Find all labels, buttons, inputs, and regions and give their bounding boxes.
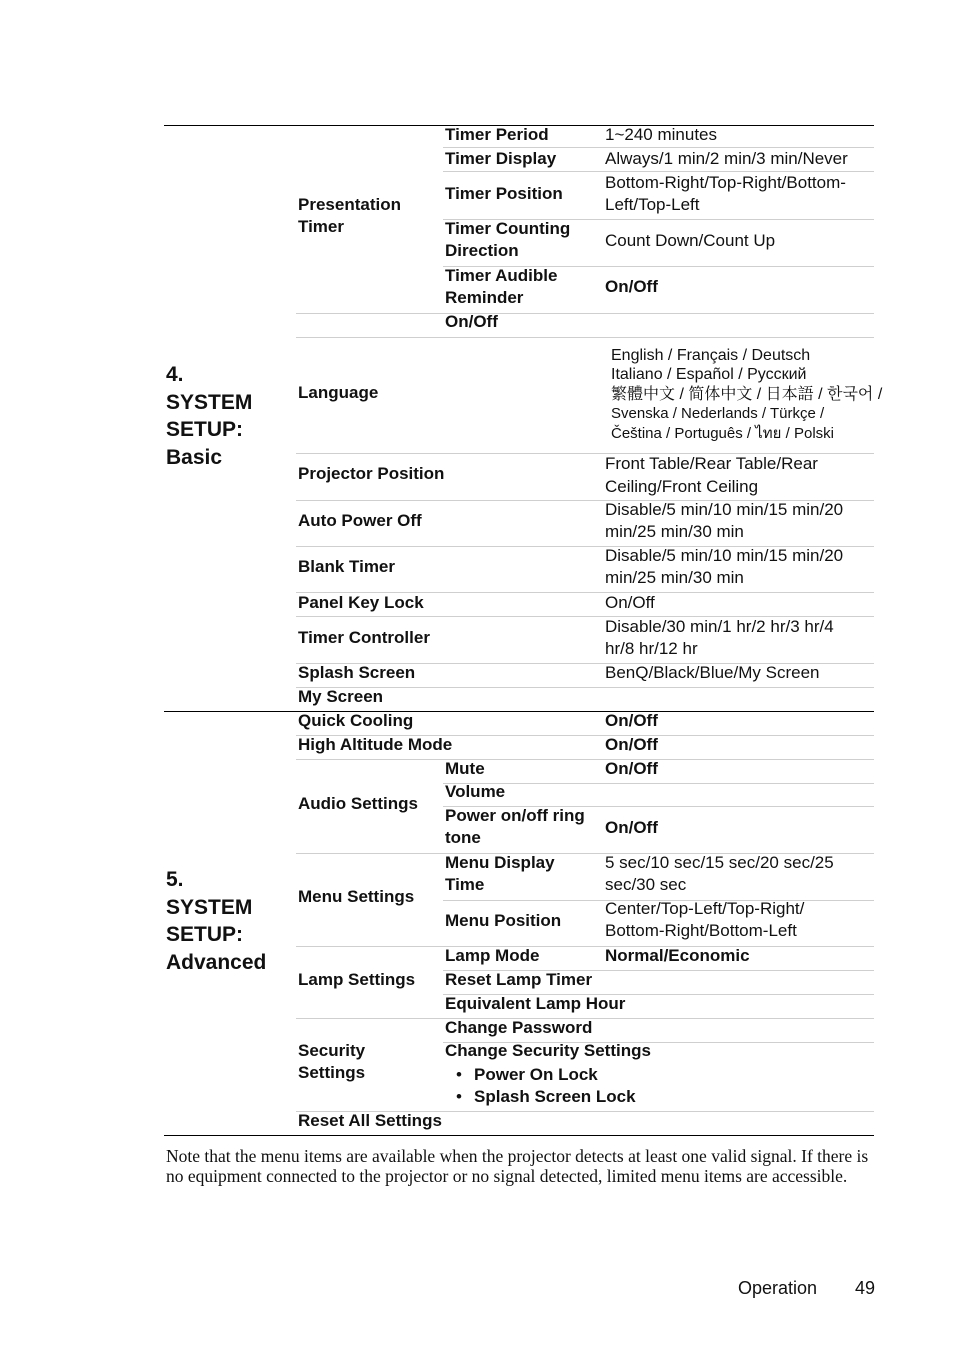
menu-position-value: Center/Top-Left/Top-Right/ Bottom-Right/Bottom-Left [605, 899, 805, 940]
projector-position-label: Projector Position [298, 464, 445, 483]
power-ring-tone-value: On/Off [605, 818, 658, 837]
projector-position-value: Front Table/Rear Table/Rear Ceiling/Front Ceiling [605, 454, 818, 496]
power-ring-tone-label: Power on/off ring tone [445, 806, 585, 847]
mute-value: On/Off [605, 759, 658, 778]
row-separator [296, 313, 874, 314]
timer-display-label: Timer Display [445, 149, 557, 168]
timer-audible-reminder-label: Timer Audible Reminder [445, 266, 558, 307]
timer-position-label: Timer Position [445, 184, 563, 203]
high-altitude-mode-value: On/Off [605, 735, 658, 754]
row-separator [443, 783, 874, 784]
section-heading-basic [166, 361, 252, 471]
lamp-mode-value: Normal/Economic [605, 946, 750, 965]
high-altitude-mode-label: High Altitude Mode [298, 735, 453, 754]
language-label: Language [298, 383, 379, 402]
lamp-settings-label: Lamp Settings [298, 970, 416, 989]
timer-controller-label: Timer Controller [298, 628, 430, 647]
power-on-lock-label: Power On Lock [474, 1065, 598, 1084]
bullet-icon: • [456, 1065, 462, 1084]
splash-screen-lock-label: Splash Screen Lock [474, 1087, 636, 1106]
reset-all-settings-label: Reset All Settings [298, 1111, 442, 1130]
section-divider-rule [164, 711, 874, 712]
timer-period-value: 1~240 minutes [605, 125, 717, 144]
section-line: Basic [166, 445, 223, 469]
row-separator [296, 946, 874, 947]
blank-timer-value: Disable/5 min/10 min/15 min/20 min/25 min/30 min [605, 546, 844, 587]
timer-position-value: Bottom-Right/Top-Right/Bottom- Left/Top-Left [605, 173, 846, 214]
mute-label: Mute [445, 759, 485, 778]
my-screen-label: My Screen [298, 687, 384, 706]
presentation-timer-label: Presentation Timer [298, 195, 401, 236]
timer-audible-reminder-value: On/Off [605, 277, 658, 296]
blank-timer-label: Blank Timer [298, 557, 396, 576]
section-line: SYSTEM [166, 390, 253, 414]
lamp-mode-label: Lamp Mode [445, 946, 540, 965]
reset-lamp-timer-label: Reset Lamp Timer [445, 970, 593, 989]
change-password-label: Change Password [445, 1018, 593, 1037]
timer-display-value: Always/1 min/2 min/3 min/Never [605, 149, 848, 168]
change-security-settings-label: Change Security Settings [445, 1041, 651, 1060]
auto-power-off-label: Auto Power Off [298, 511, 422, 530]
splash-screen-value: BenQ/Black/Blue/My Screen [605, 663, 820, 682]
timer-counting-direction-value: Count Down/Count Up [605, 231, 776, 250]
quick-cooling-value: On/Off [605, 711, 658, 730]
menu-settings-label: Menu Settings [298, 887, 415, 906]
section-line: SYSTEM [166, 895, 253, 919]
audio-settings-label: Audio Settings [298, 794, 418, 813]
table-bottom-rule [164, 1135, 874, 1136]
language-options: English / Français / Deutsch Italiano / Español / Русский 繁體中文 / 简体中文 / 日本語 / 한국어 / Svenska / Nederlands / Türkçe / Čeština / Português / ไทย / Polski [611, 347, 883, 442]
timer-counting-direction-label: Timer Counting Direction [445, 219, 571, 260]
row-separator [296, 337, 874, 338]
presentation-timer-onoff: On/Off [445, 312, 498, 331]
menu-display-time-value: 5 sec/10 sec/15 sec/20 sec/25 sec/30 sec [605, 853, 834, 894]
section-number: 4. [166, 363, 184, 386]
footer-section-name: Operation [738, 1278, 818, 1298]
menu-position-label: Menu Position [445, 911, 562, 930]
security-settings-label: Security Settings [298, 1041, 366, 1082]
panel-key-lock-value: On/Off [605, 593, 655, 612]
timer-period-label: Timer Period [445, 125, 549, 144]
equivalent-lamp-hour-label: Equivalent Lamp Hour [445, 994, 626, 1013]
splash-screen-label: Splash Screen [298, 663, 416, 682]
timer-controller-value: Disable/30 min/1 hr/2 hr/3 hr/4 hr/8 hr/12 hr [605, 617, 834, 658]
volume-label: Volume [445, 782, 506, 801]
section-number: 5. [166, 868, 184, 891]
bullet-icon: • [456, 1087, 462, 1106]
menu-display-time-label: Menu Display Time [445, 853, 555, 894]
section-line: SETUP: [166, 923, 244, 946]
quick-cooling-label: Quick Cooling [298, 711, 414, 730]
section-line: Advanced [166, 950, 267, 974]
footer-page-number: 49 [855, 1278, 876, 1298]
section-heading-advanced [166, 866, 266, 976]
availability-note: Note that the menu items are available when the projector detects at least one valid signal. If there is no equipment connected to the projector or no signal detected, limited menu items are accessible. [166, 1146, 869, 1186]
auto-power-off-value: Disable/5 min/10 min/15 min/20 min/25 min/30 min [605, 500, 844, 541]
section-line: SETUP: [166, 418, 244, 441]
row-separator [296, 759, 874, 760]
panel-key-lock-label: Panel Key Lock [298, 593, 424, 612]
